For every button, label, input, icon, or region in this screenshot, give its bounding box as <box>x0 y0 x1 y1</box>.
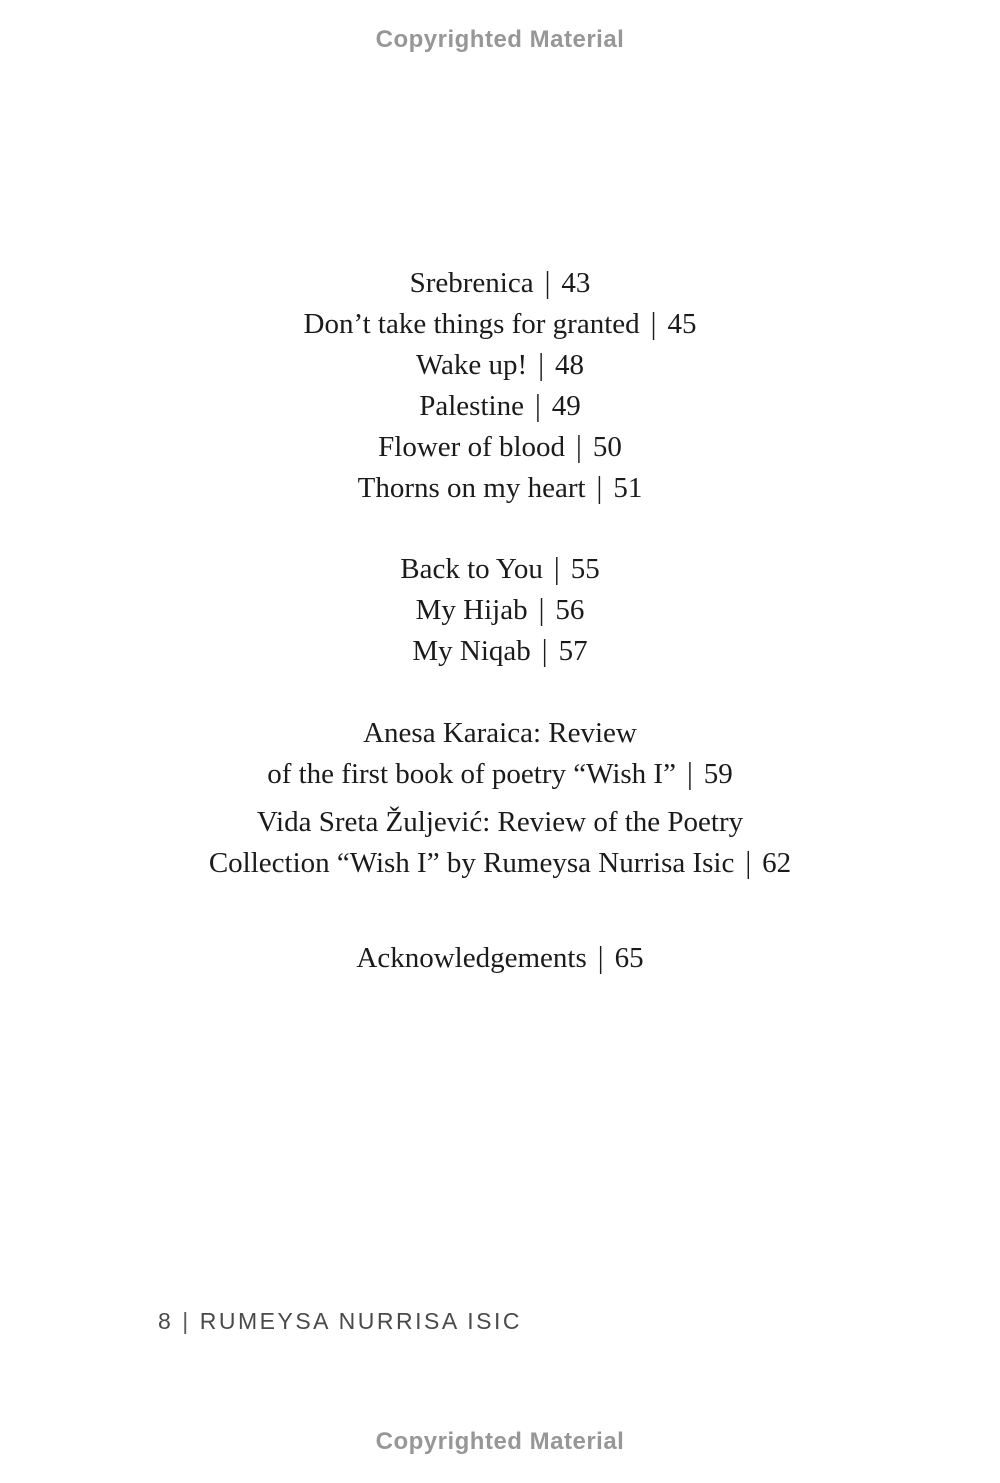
toc-separator: | <box>541 634 548 668</box>
toc-entry <box>0 843 1000 884</box>
toc-entry-page: 57 <box>558 635 588 667</box>
toc-entry-page: 48 <box>555 349 584 381</box>
toc-entry <box>0 386 1000 427</box>
toc-entry-title: Acknowledgements <box>356 942 587 974</box>
toc-entry-title: Thorns on my heart <box>357 472 586 504</box>
toc-entry <box>0 802 1000 843</box>
toc-entry-page: 45 <box>667 308 697 340</box>
toc-entry-title: Don’t take things for granted <box>303 308 640 340</box>
toc-separator: | <box>553 552 560 586</box>
toc-entry-title: Srebrenica <box>409 267 534 299</box>
toc-entry-page: 50 <box>592 431 622 463</box>
toc-entry <box>0 263 1000 304</box>
toc-separator: | <box>745 846 752 880</box>
toc-separator: | <box>650 307 657 341</box>
running-footer <box>158 1306 522 1336</box>
copyright-notice-top: Copyrighted Material <box>375 26 625 53</box>
toc-entry-title: Collection “Wish I” by Rumeysa Nurrisa Isic <box>208 847 735 879</box>
table-of-contents <box>0 263 1000 979</box>
toc-entry-title: of the first book of poetry “Wish I” <box>267 758 676 790</box>
toc-entry-page: 65 <box>614 942 644 974</box>
toc-entry-title: Wake up! <box>415 349 528 381</box>
toc-entry <box>0 754 1000 795</box>
toc-entry-page: 62 <box>762 847 792 879</box>
toc-separator: | <box>538 593 545 627</box>
toc-entry-title: Vida Sreta Žuljević: Review of the Poetry <box>256 806 744 838</box>
toc-separator: | <box>597 941 604 975</box>
toc-entry <box>0 345 1000 386</box>
toc-entry-title: Flower of blood <box>378 431 566 463</box>
toc-entry <box>0 938 1000 979</box>
toc-entry <box>0 427 1000 468</box>
toc-entry-page: 55 <box>570 553 600 585</box>
toc-group-3-review-anesa <box>0 713 1000 795</box>
page-number: 8 <box>158 1308 174 1334</box>
toc-entry <box>0 631 1000 672</box>
toc-group-1 <box>0 263 1000 509</box>
toc-separator: | <box>544 266 551 300</box>
toc-entry <box>0 590 1000 631</box>
toc-separator: | <box>686 757 693 791</box>
toc-entry-title: Palestine <box>419 390 524 422</box>
toc-group-2 <box>0 549 1000 672</box>
toc-separator: | <box>538 348 544 382</box>
toc-entry <box>0 713 1000 754</box>
footer-separator: | <box>182 1308 191 1334</box>
toc-entry <box>0 549 1000 590</box>
toc-entry-page: 56 <box>555 594 585 626</box>
toc-entry-page: 49 <box>551 390 581 422</box>
toc-entry-title: My Hijab <box>415 594 528 626</box>
toc-group-4-review-vida <box>0 802 1000 884</box>
toc-separator: | <box>534 389 541 423</box>
copyright-notice-bottom: Copyrighted Material <box>375 1428 625 1455</box>
toc-entry-page: 51 <box>613 472 643 504</box>
toc-separator: | <box>596 471 603 505</box>
toc-entry-page: 43 <box>561 267 591 299</box>
toc-separator: | <box>576 430 582 464</box>
toc-entry-title: Back to You <box>400 553 543 585</box>
toc-entry <box>0 304 1000 345</box>
toc-entry-title: My Niqab <box>412 635 531 667</box>
toc-entry-title: Anesa Karaica: Review <box>363 717 637 749</box>
running-title: RUMEYSA NURRISA ISIC <box>199 1308 523 1334</box>
toc-entry <box>0 468 1000 509</box>
toc-group-5-acknowledgements <box>0 938 1000 979</box>
toc-entry-page: 59 <box>703 758 733 790</box>
